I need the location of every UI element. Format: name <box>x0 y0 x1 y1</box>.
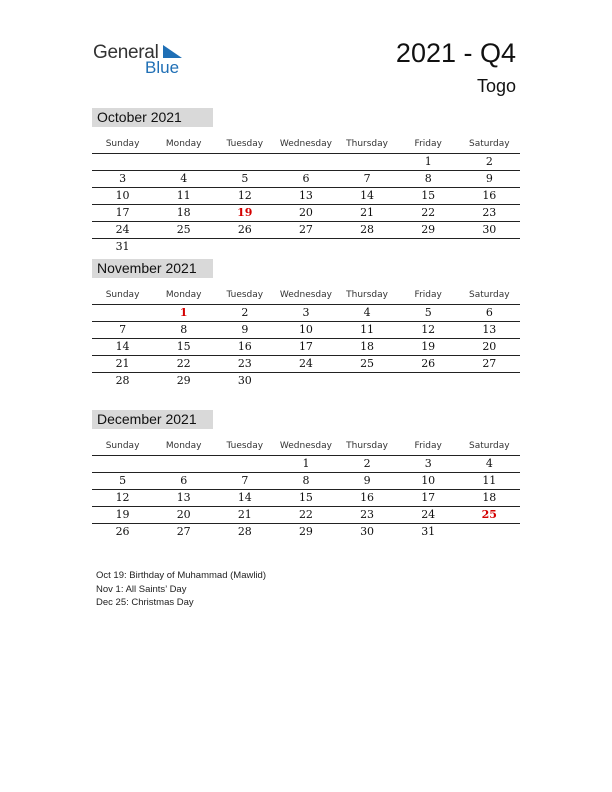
holiday-note: Oct 19: Birthday of Muhammad (Mawlid) <box>96 570 267 581</box>
day-cell: 25 <box>360 357 375 370</box>
day-cell: 15 <box>421 189 436 202</box>
day-cell: 10 <box>115 189 130 202</box>
day-cell: 14 <box>360 189 375 202</box>
day-cell: 8 <box>424 172 432 185</box>
week-row <box>92 473 520 490</box>
day-cell: 3 <box>302 306 310 319</box>
day-cell: 3 <box>424 457 432 470</box>
month-title: November 2021 <box>92 259 213 278</box>
day-cell: 1 <box>302 457 310 470</box>
day-cell: 28 <box>237 525 252 538</box>
day-cell: 11 <box>482 474 497 487</box>
holiday-day-cell: 19 <box>237 206 253 219</box>
week-rows <box>92 455 520 540</box>
weekday-header <box>92 135 520 153</box>
holiday-day-cell: 1 <box>179 306 188 319</box>
week-row <box>92 322 520 339</box>
day-cell: 18 <box>482 491 497 504</box>
weekday-label: Thursday <box>346 441 388 451</box>
weekday-label: Friday <box>414 441 442 451</box>
holiday-notes <box>96 569 266 610</box>
day-cell: 31 <box>421 525 436 538</box>
day-cell: 27 <box>482 357 497 370</box>
day-cell: 9 <box>485 172 493 185</box>
holiday-day-cell: 25 <box>481 508 497 521</box>
day-cell: 30 <box>237 374 252 387</box>
day-cell: 20 <box>298 206 313 219</box>
week-row <box>92 373 520 389</box>
day-cell: 7 <box>119 323 127 336</box>
day-cell: 20 <box>482 340 497 353</box>
day-cell: 22 <box>176 357 191 370</box>
day-cell: 16 <box>360 491 375 504</box>
weekday-label: Sunday <box>105 441 140 451</box>
month-november <box>92 259 520 389</box>
week-row <box>92 490 520 507</box>
weekday-label: Saturday <box>469 139 510 149</box>
day-cell: 15 <box>298 491 313 504</box>
day-cell: 21 <box>237 508 252 521</box>
day-cell: 23 <box>237 357 252 370</box>
weekday-label: Tuesday <box>226 290 264 300</box>
day-cell: 29 <box>176 374 191 387</box>
weekday-header <box>92 437 520 455</box>
week-row <box>92 205 520 222</box>
day-cell: 11 <box>360 323 375 336</box>
week-row <box>92 356 520 373</box>
weekday-label: Saturday <box>469 290 510 300</box>
brand-logo <box>93 40 203 80</box>
day-cell: 19 <box>421 340 436 353</box>
day-cell: 27 <box>298 223 313 236</box>
day-cell: 5 <box>119 474 127 487</box>
week-row <box>92 239 520 255</box>
day-cell: 8 <box>180 323 188 336</box>
week-row <box>92 455 520 473</box>
day-cell: 14 <box>237 491 252 504</box>
day-cell: 2 <box>485 155 493 168</box>
day-cell: 16 <box>237 340 252 353</box>
day-cell: 6 <box>302 172 310 185</box>
day-cell: 13 <box>482 323 497 336</box>
day-cell: 19 <box>115 508 130 521</box>
weekday-label: Saturday <box>469 441 510 451</box>
week-row <box>92 171 520 188</box>
week-row <box>92 153 520 171</box>
week-row <box>92 507 520 524</box>
day-cell: 25 <box>176 223 191 236</box>
month-title: December 2021 <box>92 410 213 429</box>
day-cell: 21 <box>360 206 375 219</box>
weekday-label: Thursday <box>346 290 388 300</box>
day-cell: 21 <box>115 357 130 370</box>
day-cell: 10 <box>298 323 313 336</box>
day-cell: 6 <box>485 306 493 319</box>
weekday-label: Wednesday <box>279 139 332 149</box>
day-cell: 24 <box>115 223 130 236</box>
brand-name-general: General <box>93 42 159 63</box>
day-cell: 30 <box>360 525 375 538</box>
country-name: Togo <box>476 76 516 96</box>
day-cell: 29 <box>421 223 436 236</box>
day-cell: 6 <box>180 474 188 487</box>
holiday-note: Nov 1: All Saints’ Day <box>96 583 187 595</box>
day-cell: 27 <box>176 525 191 538</box>
month-october <box>92 108 520 255</box>
month-title: October 2021 <box>92 108 213 127</box>
weekday-label: Sunday <box>105 290 140 300</box>
day-cell: 31 <box>115 240 130 253</box>
day-cell: 18 <box>176 206 191 219</box>
holiday-note: Dec 25: Christmas Day <box>96 597 194 608</box>
week-row <box>92 222 520 239</box>
day-cell: 15 <box>176 340 191 353</box>
day-cell: 7 <box>363 172 371 185</box>
day-cell: 26 <box>421 357 436 370</box>
week-row <box>92 304 520 322</box>
brand-name-blue: Blue <box>145 58 180 77</box>
day-cell: 2 <box>363 457 371 470</box>
day-cell: 20 <box>176 508 191 521</box>
day-cell: 17 <box>115 206 130 219</box>
day-cell: 5 <box>241 172 249 185</box>
day-cell: 26 <box>237 223 252 236</box>
day-cell: 9 <box>363 474 371 487</box>
weekday-label: Friday <box>414 139 442 149</box>
day-cell: 26 <box>115 525 130 538</box>
week-row <box>92 188 520 205</box>
day-cell: 8 <box>302 474 310 487</box>
weekday-label: Monday <box>165 441 202 451</box>
day-cell: 7 <box>241 474 249 487</box>
weekday-label: Wednesday <box>279 441 332 451</box>
weekday-label: Tuesday <box>226 441 264 451</box>
day-cell: 1 <box>424 155 432 168</box>
day-cell: 10 <box>421 474 436 487</box>
day-cell: 16 <box>482 189 497 202</box>
day-cell: 23 <box>360 508 375 521</box>
day-cell: 30 <box>482 223 497 236</box>
week-row <box>92 524 520 540</box>
week-rows <box>92 304 520 389</box>
week-row <box>92 339 520 356</box>
day-cell: 12 <box>115 491 130 504</box>
day-cell: 23 <box>482 206 497 219</box>
day-cell: 4 <box>363 306 371 319</box>
weekday-label: Friday <box>414 290 442 300</box>
day-cell: 12 <box>421 323 436 336</box>
logo-flag-icon <box>161 45 183 59</box>
day-cell: 3 <box>119 172 127 185</box>
day-cell: 12 <box>237 189 252 202</box>
day-cell: 17 <box>421 491 436 504</box>
month-december <box>92 410 520 540</box>
day-cell: 22 <box>298 508 313 521</box>
day-cell: 4 <box>485 457 493 470</box>
day-cell: 29 <box>298 525 313 538</box>
day-cell: 9 <box>241 323 249 336</box>
day-cell: 24 <box>421 508 436 521</box>
page-title: 2021 - Q4 <box>395 38 516 68</box>
weekday-label: Monday <box>165 290 202 300</box>
day-cell: 11 <box>176 189 191 202</box>
weekday-header <box>92 286 520 304</box>
day-cell: 13 <box>176 491 191 504</box>
week-rows <box>92 153 520 255</box>
day-cell: 24 <box>298 357 313 370</box>
day-cell: 2 <box>241 306 249 319</box>
day-cell: 18 <box>360 340 375 353</box>
day-cell: 28 <box>360 223 375 236</box>
day-cell: 4 <box>180 172 188 185</box>
weekday-label: Tuesday <box>226 139 264 149</box>
day-cell: 22 <box>421 206 436 219</box>
weekday-label: Monday <box>165 139 202 149</box>
day-cell: 5 <box>424 306 432 319</box>
day-cell: 28 <box>115 374 130 387</box>
weekday-label: Thursday <box>346 139 388 149</box>
day-cell: 14 <box>115 340 130 353</box>
weekday-label: Wednesday <box>279 290 332 300</box>
day-cell: 17 <box>298 340 313 353</box>
day-cell: 13 <box>298 189 313 202</box>
weekday-label: Sunday <box>105 139 140 149</box>
